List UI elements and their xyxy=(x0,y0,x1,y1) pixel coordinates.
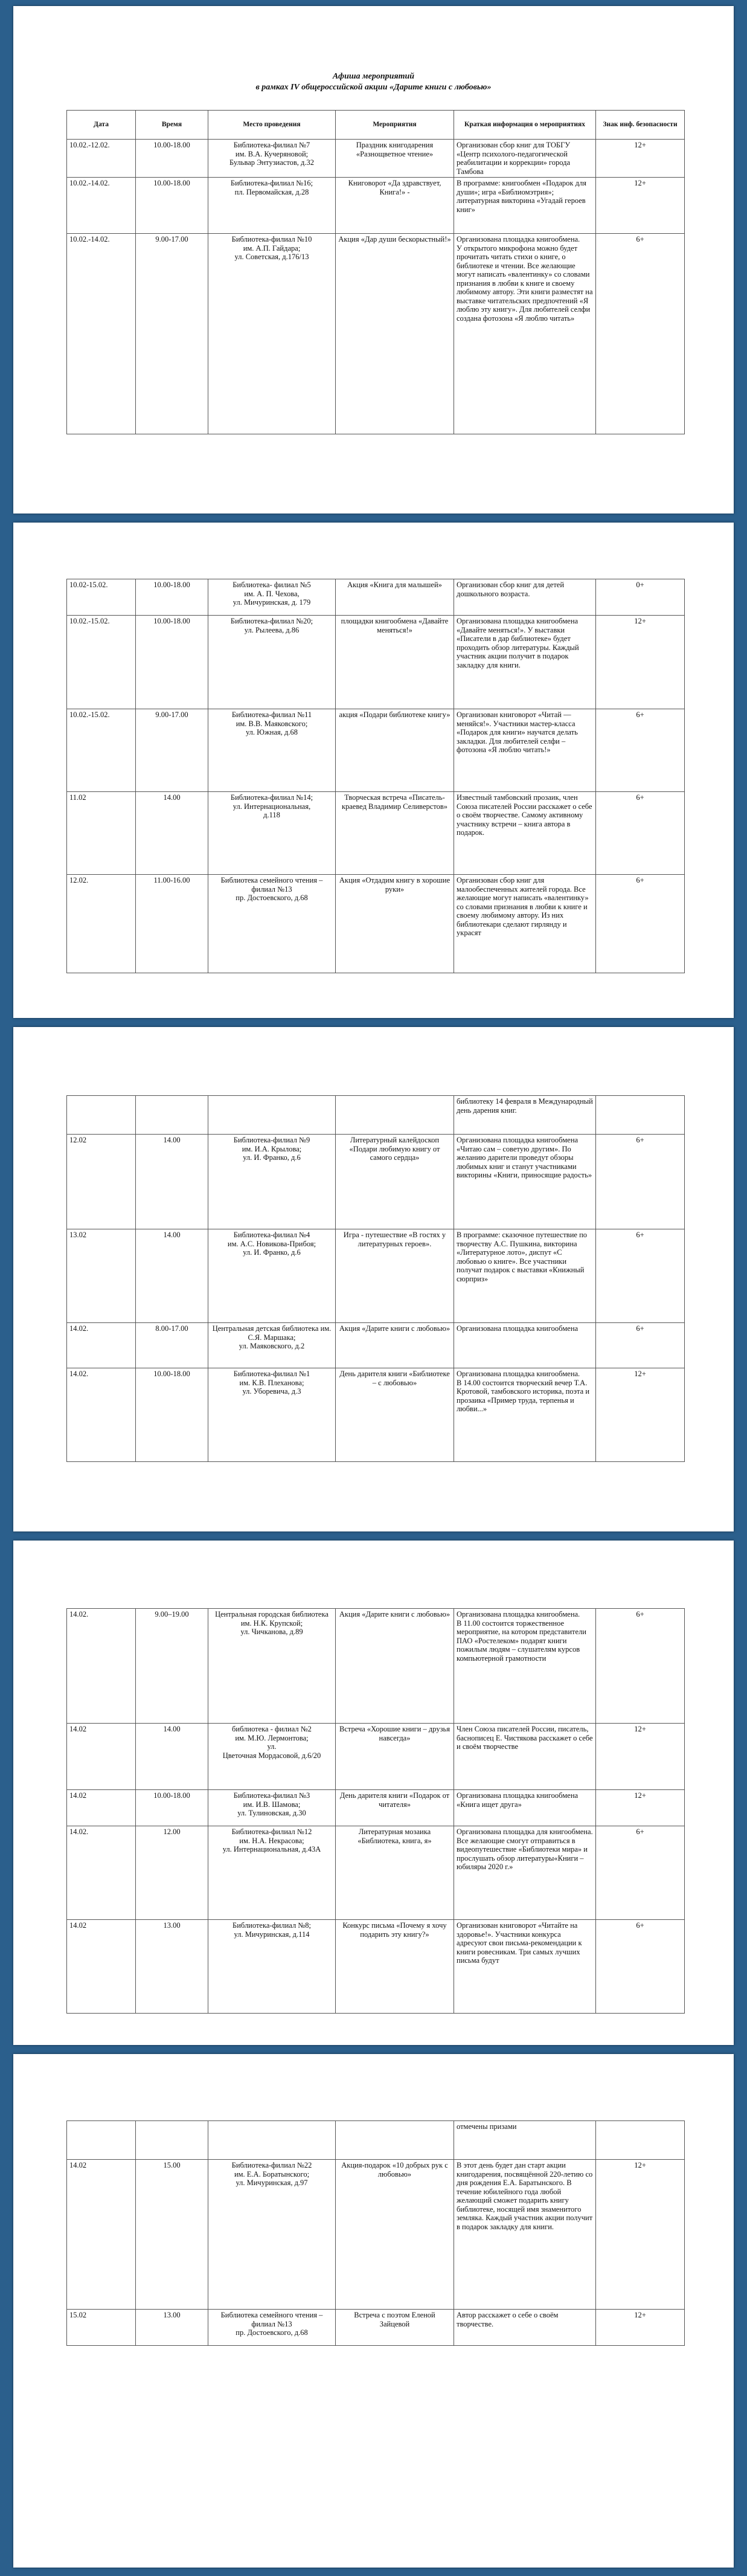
row-place: Библиотека-филиал №12 им. Н.А. Некрасова; ул. Интернациональная, д.43А xyxy=(208,1826,336,1920)
row-info: Организована площадка книгообмена xyxy=(454,1323,596,1368)
row-age: 6+ xyxy=(596,234,685,434)
row-date xyxy=(67,1096,136,1135)
row-info: библиотеку 14 февраля в Международный день дарения книг. xyxy=(454,1096,596,1135)
row-age xyxy=(596,2121,685,2160)
row-event: Игра - путешествие «В гостях у литературных героев». xyxy=(336,1229,454,1323)
row-age: 0+ xyxy=(596,579,685,616)
row-date: 14.02. xyxy=(67,1826,136,1920)
document-page-1 xyxy=(13,6,734,514)
row-time: 15.00 xyxy=(136,2160,208,2310)
row-date: 14.02. xyxy=(67,1323,136,1368)
row-place: Библиотека-филиал №7 им. В.А. Кучеряновой; Бульвар Энтузиастов, д.32 xyxy=(208,140,336,178)
row-info: Известный тамбовский прозаик, член Союза писателей России расскажет о себе о своём творчестве. Самому активному участнику встречи – книга автора в подарок. xyxy=(454,792,596,875)
row-info: отмечены призами xyxy=(454,2121,596,2160)
row-event: акция «Подари библиотеке книгу» xyxy=(336,709,454,792)
row-time: 10.00-18.00 xyxy=(136,1790,208,1826)
row-info: В программе: сказочное путешествие по творчеству А.С. Пушкина, викторина «Литературное лото», диспут «С любовью о книге». Все участники получат подарок с выставки «Книжный сюрприз» xyxy=(454,1229,596,1323)
row-event: Встреча с поэтом Еленой Зайцевой xyxy=(336,2310,454,2346)
header-date: Дата xyxy=(67,111,136,140)
row-place: Центральная детская библиотека им. С.Я. Маршака; ул. Маяковского, д.2 xyxy=(208,1323,336,1368)
row-info: Организована площадка книгообмена. В 14.00 состоится творческий вечер Т.А. Кротовой, тамбовского историка, поэта и прозаика «Пример труда, терпенья и любви...» xyxy=(454,1368,596,1462)
table-row xyxy=(67,1368,685,1462)
row-event xyxy=(336,2121,454,2160)
row-info: Организован сбор книг для детей дошкольного возраста. xyxy=(454,579,596,616)
row-date: 14.02 xyxy=(67,2160,136,2310)
row-age: 12+ xyxy=(596,1368,685,1462)
row-info: Член Союза писателей России, писатель, баснописец Е. Чистякова расскажет о себе и своём творчестве xyxy=(454,1724,596,1790)
row-time: 10.00-18.00 xyxy=(136,616,208,709)
row-date: 15.02 xyxy=(67,2310,136,2346)
row-info: Автор расскажет о себе о своём творчестве. xyxy=(454,2310,596,2346)
row-event: Творческая встреча «Писатель-краевед Владимир Селиверстов» xyxy=(336,792,454,875)
table-row xyxy=(67,1790,685,1826)
row-info: Организован книговорот «Читай — меняйся!». Участники мастер-класса «Подарок для книги» научатся делать закладки. Для любителей селфи – фотозона «Я люблю читать!» xyxy=(454,709,596,792)
row-time: 8.00-17.00 xyxy=(136,1323,208,1368)
row-time: 10.00-18.00 xyxy=(136,140,208,178)
row-time: 9.00–19.00 xyxy=(136,1609,208,1724)
row-place: Библиотека семейного чтения – филиал №13 пр. Достоевского, д.68 xyxy=(208,2310,336,2346)
row-time: 11.00-16.00 xyxy=(136,875,208,973)
row-place: Библиотека-филиал №9 им. И.А. Крылова; ул. И. Франко, д.6 xyxy=(208,1135,336,1229)
row-event: День дарителя книги «Подарок от читателя» xyxy=(336,1790,454,1826)
table-row xyxy=(67,1323,685,1368)
row-age: 6+ xyxy=(596,1229,685,1323)
row-date: 13.02 xyxy=(67,1229,136,1323)
row-time: 14.00 xyxy=(136,792,208,875)
row-date: 10.02.-15.02. xyxy=(67,709,136,792)
document-page-3 xyxy=(13,1027,734,1531)
row-info: Организована площадка книгообмена «Читаю сам – советую другим». По желанию дарители проведут обзоры любимых книг и станут участниками викторины «Книги, приносящие радость» xyxy=(454,1135,596,1229)
row-place xyxy=(208,1096,336,1135)
row-time: 14.00 xyxy=(136,1724,208,1790)
row-info: Организована площадка книгообмена. В 11.00 состоится торжественное мероприятие, на котором представители ПАО «Ростелеком» подарят книги пожилым людям – слушателям курсов компьютерной грамотности xyxy=(454,1609,596,1724)
row-age: 12+ xyxy=(596,2310,685,2346)
table-row xyxy=(67,709,685,792)
row-time: 9.00-17.00 xyxy=(136,234,208,434)
row-age: 6+ xyxy=(596,875,685,973)
row-place: Библиотека- филиал №5 им. А. П. Чехова, ул. Мичуринская, д. 179 xyxy=(208,579,336,616)
row-date: 12.02. xyxy=(67,875,136,973)
row-place: Библиотека-филиал №14; ул. Интернациональная, д.118 xyxy=(208,792,336,875)
document-page-2 xyxy=(13,523,734,1018)
document-page-4 xyxy=(13,1541,734,2045)
row-info: Организован сбор книг для малообеспеченных жителей города. Все желающие могут написать «валентинку» со словами признания в любви к книге и своему любимому автору. Из них библиотекари сделают гирлянду и украсят xyxy=(454,875,596,973)
table-row xyxy=(67,792,685,875)
row-age: 6+ xyxy=(596,1609,685,1724)
row-event: Акция «Книга для малышей» xyxy=(336,579,454,616)
table-row xyxy=(67,2310,685,2346)
events-table-page-1 xyxy=(66,110,685,434)
row-place: Библиотека-филиал №11 им. В.В. Маяковского; ул. Южная, д.68 xyxy=(208,709,336,792)
table-row xyxy=(67,1724,685,1790)
row-info: В программе: книгообмен «Подарок для души»; игра «Библиомэтрия»; литературная викторина «Угадай героев книг» xyxy=(454,178,596,234)
events-table-page-2 xyxy=(66,579,685,973)
row-event: Акция «Дарите книги с любовью» xyxy=(336,1609,454,1724)
row-age: 12+ xyxy=(596,140,685,178)
row-age: 6+ xyxy=(596,1323,685,1368)
row-time: 14.00 xyxy=(136,1135,208,1229)
table-row xyxy=(67,2121,685,2160)
row-place: библиотека - филиал №2 им. М.Ю. Лермонтова; ул. Цветочная Мордасовой, д.6/20 xyxy=(208,1724,336,1790)
row-age: 6+ xyxy=(596,1826,685,1920)
row-info: Организована площадка книгообмена «Давайте меняться!». У выставки «Писатели в дар библиотеке» будет проходить обзор литературы. Каждый участник акции получит в подарок закладку для книги. xyxy=(454,616,596,709)
header-place: Место проведения xyxy=(208,111,336,140)
table-row xyxy=(67,234,685,434)
row-time xyxy=(136,2121,208,2160)
row-info: Организована площадка книгообмена. У открытого микрофона можно будет прочитать читать стихи о книге, о библиотеке и чтении. Все желающие могут написать «валентинку» со словами признания в любви к книге и своему любимому автору. Эти книги разместят на выставке читательских предпочтений «Я люблю эту книгу». Для любителей селфи создана фотозона «Я люблю читать» xyxy=(454,234,596,434)
table-row xyxy=(67,579,685,616)
row-event: Книговорот «Да здравствует, Книга!» - xyxy=(336,178,454,234)
row-place: Библиотека семейного чтения – филиал №13 пр. Достоевского, д.68 xyxy=(208,875,336,973)
row-place: Библиотека-филиал №20; ул. Рылеева, д.86 xyxy=(208,616,336,709)
table-row xyxy=(67,140,685,178)
table-header-row xyxy=(67,111,685,140)
row-time: 10.00-18.00 xyxy=(136,1368,208,1462)
row-date: 10.02.-14.02. xyxy=(67,234,136,434)
row-event: площадки книгообмена «Давайте меняться!» xyxy=(336,616,454,709)
row-date: 12.02 xyxy=(67,1135,136,1229)
row-time xyxy=(136,1096,208,1135)
row-time: 13.00 xyxy=(136,1920,208,2014)
header-event: Мероприятия xyxy=(336,111,454,140)
table-row xyxy=(67,1229,685,1323)
row-info: Организована площадка для книгообмена. Все желающие смогут отправиться в видеопутешествие «Библиотеки мира» и прослушать обзор литературы«Книги – юбиляры 2020 г.» xyxy=(454,1826,596,1920)
row-age xyxy=(596,1096,685,1135)
table-row xyxy=(67,1135,685,1229)
header-time: Время xyxy=(136,111,208,140)
row-event: Акция-подарок «10 добрых рук с любовью» xyxy=(336,2160,454,2310)
row-event: Акция «Отдадим книгу в хорошие руки» xyxy=(336,875,454,973)
table-row xyxy=(67,1920,685,2014)
row-place: Библиотека-филиал №3 им. И.В. Шамова; ул. Тулиновская, д.30 xyxy=(208,1790,336,1826)
row-place: Библиотека-филиал №16; пл. Первомайская, д.28 xyxy=(208,178,336,234)
row-place: Библиотека-филиал №8; ул. Мичуринская, д.114 xyxy=(208,1920,336,2014)
row-info: В этот день будет дан старт акции книгодарения, посвящённой 220-летию со дня рождения Е.А. Баратынского. В течение юбилейного года любой желающий сможет подарить книгу библиотеке, носящей имя знаменитого земляка. Каждый участник акции получит в подарок закладку для книги. xyxy=(454,2160,596,2310)
row-event: Встреча «Хорошие книги – друзья навсегда» xyxy=(336,1724,454,1790)
row-date: 10.02-15.02. xyxy=(67,579,136,616)
events-table-page-4 xyxy=(66,1608,685,2014)
row-date: 10.02.-14.02. xyxy=(67,178,136,234)
row-age: 12+ xyxy=(596,1790,685,1826)
row-event: Праздник книгодарения «Разнощветное чтение» xyxy=(336,140,454,178)
events-table-page-5 xyxy=(66,2120,685,2346)
row-place: Библиотека-филиал №4 им. А.С. Новикова-Прибоя; ул. И. Франко, д.6 xyxy=(208,1229,336,1323)
row-date: 14.02. xyxy=(67,1368,136,1462)
row-place xyxy=(208,2121,336,2160)
row-age: 12+ xyxy=(596,178,685,234)
table-row xyxy=(67,1096,685,1135)
row-time: 14.00 xyxy=(136,1229,208,1323)
row-time: 13.00 xyxy=(136,2310,208,2346)
row-date xyxy=(67,2121,136,2160)
table-row xyxy=(67,875,685,973)
table-row xyxy=(67,2160,685,2310)
row-time: 10.00-18.00 xyxy=(136,579,208,616)
row-date: 14.02 xyxy=(67,1920,136,2014)
row-event: Литературная мозаика «Библиотека, книга, я» xyxy=(336,1826,454,1920)
row-event: День дарителя книги «Библиотеке – с любовью» xyxy=(336,1368,454,1462)
row-date: 14.02 xyxy=(67,1724,136,1790)
events-table-page-3 xyxy=(66,1095,685,1462)
row-place: Библиотека-филиал №22 им. Е.А. Боратынского; ул. Мичуринская, д.97 xyxy=(208,2160,336,2310)
row-event: Литературный калейдоскоп «Подари любимую книгу от самого сердца» xyxy=(336,1135,454,1229)
row-date: 10.02.-12.02. xyxy=(67,140,136,178)
row-date: 14.02 xyxy=(67,1790,136,1826)
title-line-2: в рамках IV общероссийской акции «Дарите книги с любовью» xyxy=(255,83,492,92)
row-age: 6+ xyxy=(596,709,685,792)
row-event: Акция «Дар души бескорыстный!» xyxy=(336,234,454,434)
row-event: Акция «Дарите книги с любовью» xyxy=(336,1323,454,1368)
row-date: 14.02. xyxy=(67,1609,136,1724)
header-info: Краткая информация о мероприятиях xyxy=(454,111,596,140)
row-place: Библиотека-филиал №1 им. К.В. Плеханова; ул. Уборевича, д.3 xyxy=(208,1368,336,1462)
table-row xyxy=(67,1826,685,1920)
header-age: Знак инф. безопасности xyxy=(596,111,685,140)
row-age: 12+ xyxy=(596,1724,685,1790)
row-time: 9.00-17.00 xyxy=(136,709,208,792)
row-age: 12+ xyxy=(596,2160,685,2310)
row-age: 6+ xyxy=(596,792,685,875)
row-event: Конкурс письма «Почему я хочу подарить эту книгу?» xyxy=(336,1920,454,2014)
row-date: 10.02.-15.02. xyxy=(67,616,136,709)
document-page-5 xyxy=(13,2054,734,2568)
row-age: 12+ xyxy=(596,616,685,709)
row-date: 11.02 xyxy=(67,792,136,875)
row-place: Центральная городская библиотека им. Н.К. Крупской; ул. Чичканова, д.89 xyxy=(208,1609,336,1724)
title-line-1: Афиша мероприятий xyxy=(332,72,415,81)
table-row xyxy=(67,178,685,234)
table-row xyxy=(67,616,685,709)
row-info: Организован сбор книг для ТОБГУ «Центр психолого-педагогической реабилитации и коррекции» города Тамбова xyxy=(454,140,596,178)
row-info: Организована площадка книгообмена «Книга ищет друга» xyxy=(454,1790,596,1826)
row-age: 6+ xyxy=(596,1920,685,2014)
row-info: Организован книговорот «Читайте на здоровье!». Участники конкурса адресуют свои письма-рекомендации к книги ровесникам. Три самых лучших письма будут xyxy=(454,1920,596,2014)
row-place: Библиотека-филиал №10 им. А.П. Гайдара; ул. Советская, д.176/13 xyxy=(208,234,336,434)
row-time: 12.00 xyxy=(136,1826,208,1920)
table-row xyxy=(67,1609,685,1724)
row-event xyxy=(336,1096,454,1135)
row-time: 10.00-18.00 xyxy=(136,178,208,234)
row-age: 6+ xyxy=(596,1135,685,1229)
